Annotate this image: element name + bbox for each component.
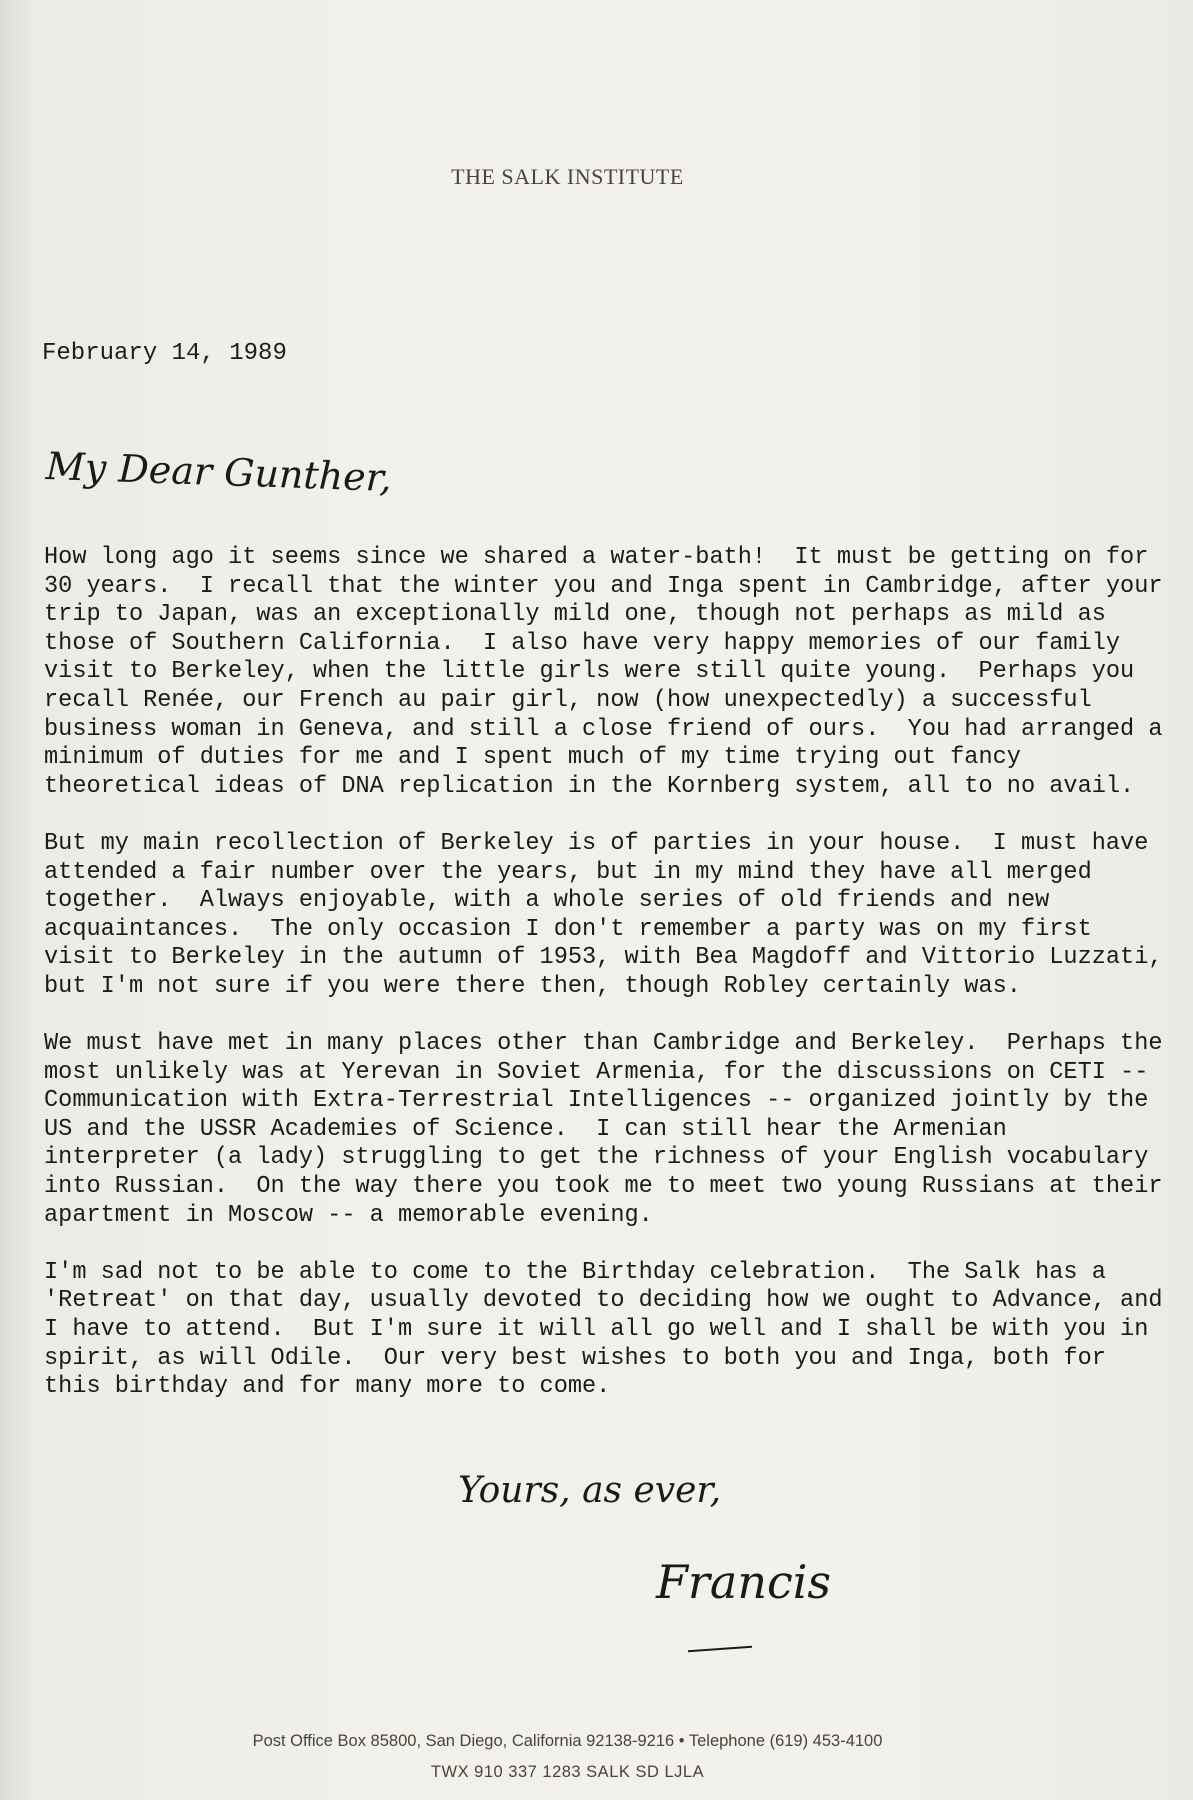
letter-date: February 14, 1989 (42, 340, 287, 367)
paragraph-2: But my main recollection of Berkeley is of parties in your house. I must have attended a fair number over the years, but in my mind they have all merged together. Always enjoyable, with a whole series of old friends and new acquaintances. The only occasion I don't remember a party was on my first visit to Berkeley in the autumn of 1953, with Bea Magdoff and Vittorio Luzzati, but I'm not sure if you were there then, though Robley certainly was. (44, 829, 1163, 1000)
handwritten-signature: Francis (656, 1555, 832, 1609)
paragraph-1: How long ago it seems since we shared a water-bath! It must be getting on for 30 years. I recall that the winter you and Inga spent in Cambridge, after your trip to Japan, was an exceptionally mild one, though not perhaps as mild as those of Southern California. I also have very happy memories of our family visit to Berkeley, when the little girls were still quite young. Perhaps you recall Renée, our French au pair girl, now (how unexpectedly) a successful business woman in Geneva, and still a close friend of ours. You had arranged a minimum of duties for me and I spent much of my time trying out fancy theoretical ideas of DNA replication in the Kornberg system, all to no avail. (44, 544, 1163, 800)
paragraph-3: We must have met in many places other than Cambridge and Berkeley. Perhaps the most unlikely was at Yerevan in Soviet Armenia, for the discussions on CETI -- Communication with Extra-Terrestrial Intelligences -- organized jointly by the US and the USSR Academies of Science. I can still hear the Armenian interpreter (a lady) struggling to get the richness of your English vocabulary into Russian. On the way there you took me to meet two young Russians at their apartment in Moscow -- a memorable evening. (44, 1030, 1163, 1229)
handwritten-salutation: My Dear Gunther, (45, 444, 393, 501)
letter-body (44, 544, 1164, 1430)
footer-address: Post Office Box 85800, San Diego, California 92138-9216 • Telephone (619) 453-4100 (252, 1732, 883, 1750)
handwritten-closing: Yours, as ever, (458, 1470, 722, 1511)
letterhead-title: THE SALK INSTITUTE (451, 164, 684, 189)
paragraph-4: I'm sad not to be able to come to the Birthday celebration. The Salk has a 'Retreat' on that day, usually devoted to deciding how we ought to Advance, and I have to attend. But I'm sure it will all go well and I shall be with you in spirit, as will Odile. Our very best wishes to both you and Inga, both for this birthday and for many more to come. (44, 1258, 1163, 1401)
signature-underline (688, 1646, 752, 1652)
footer-twx: TWX 910 337 1283 SALK SD LJLA (430, 1763, 705, 1781)
